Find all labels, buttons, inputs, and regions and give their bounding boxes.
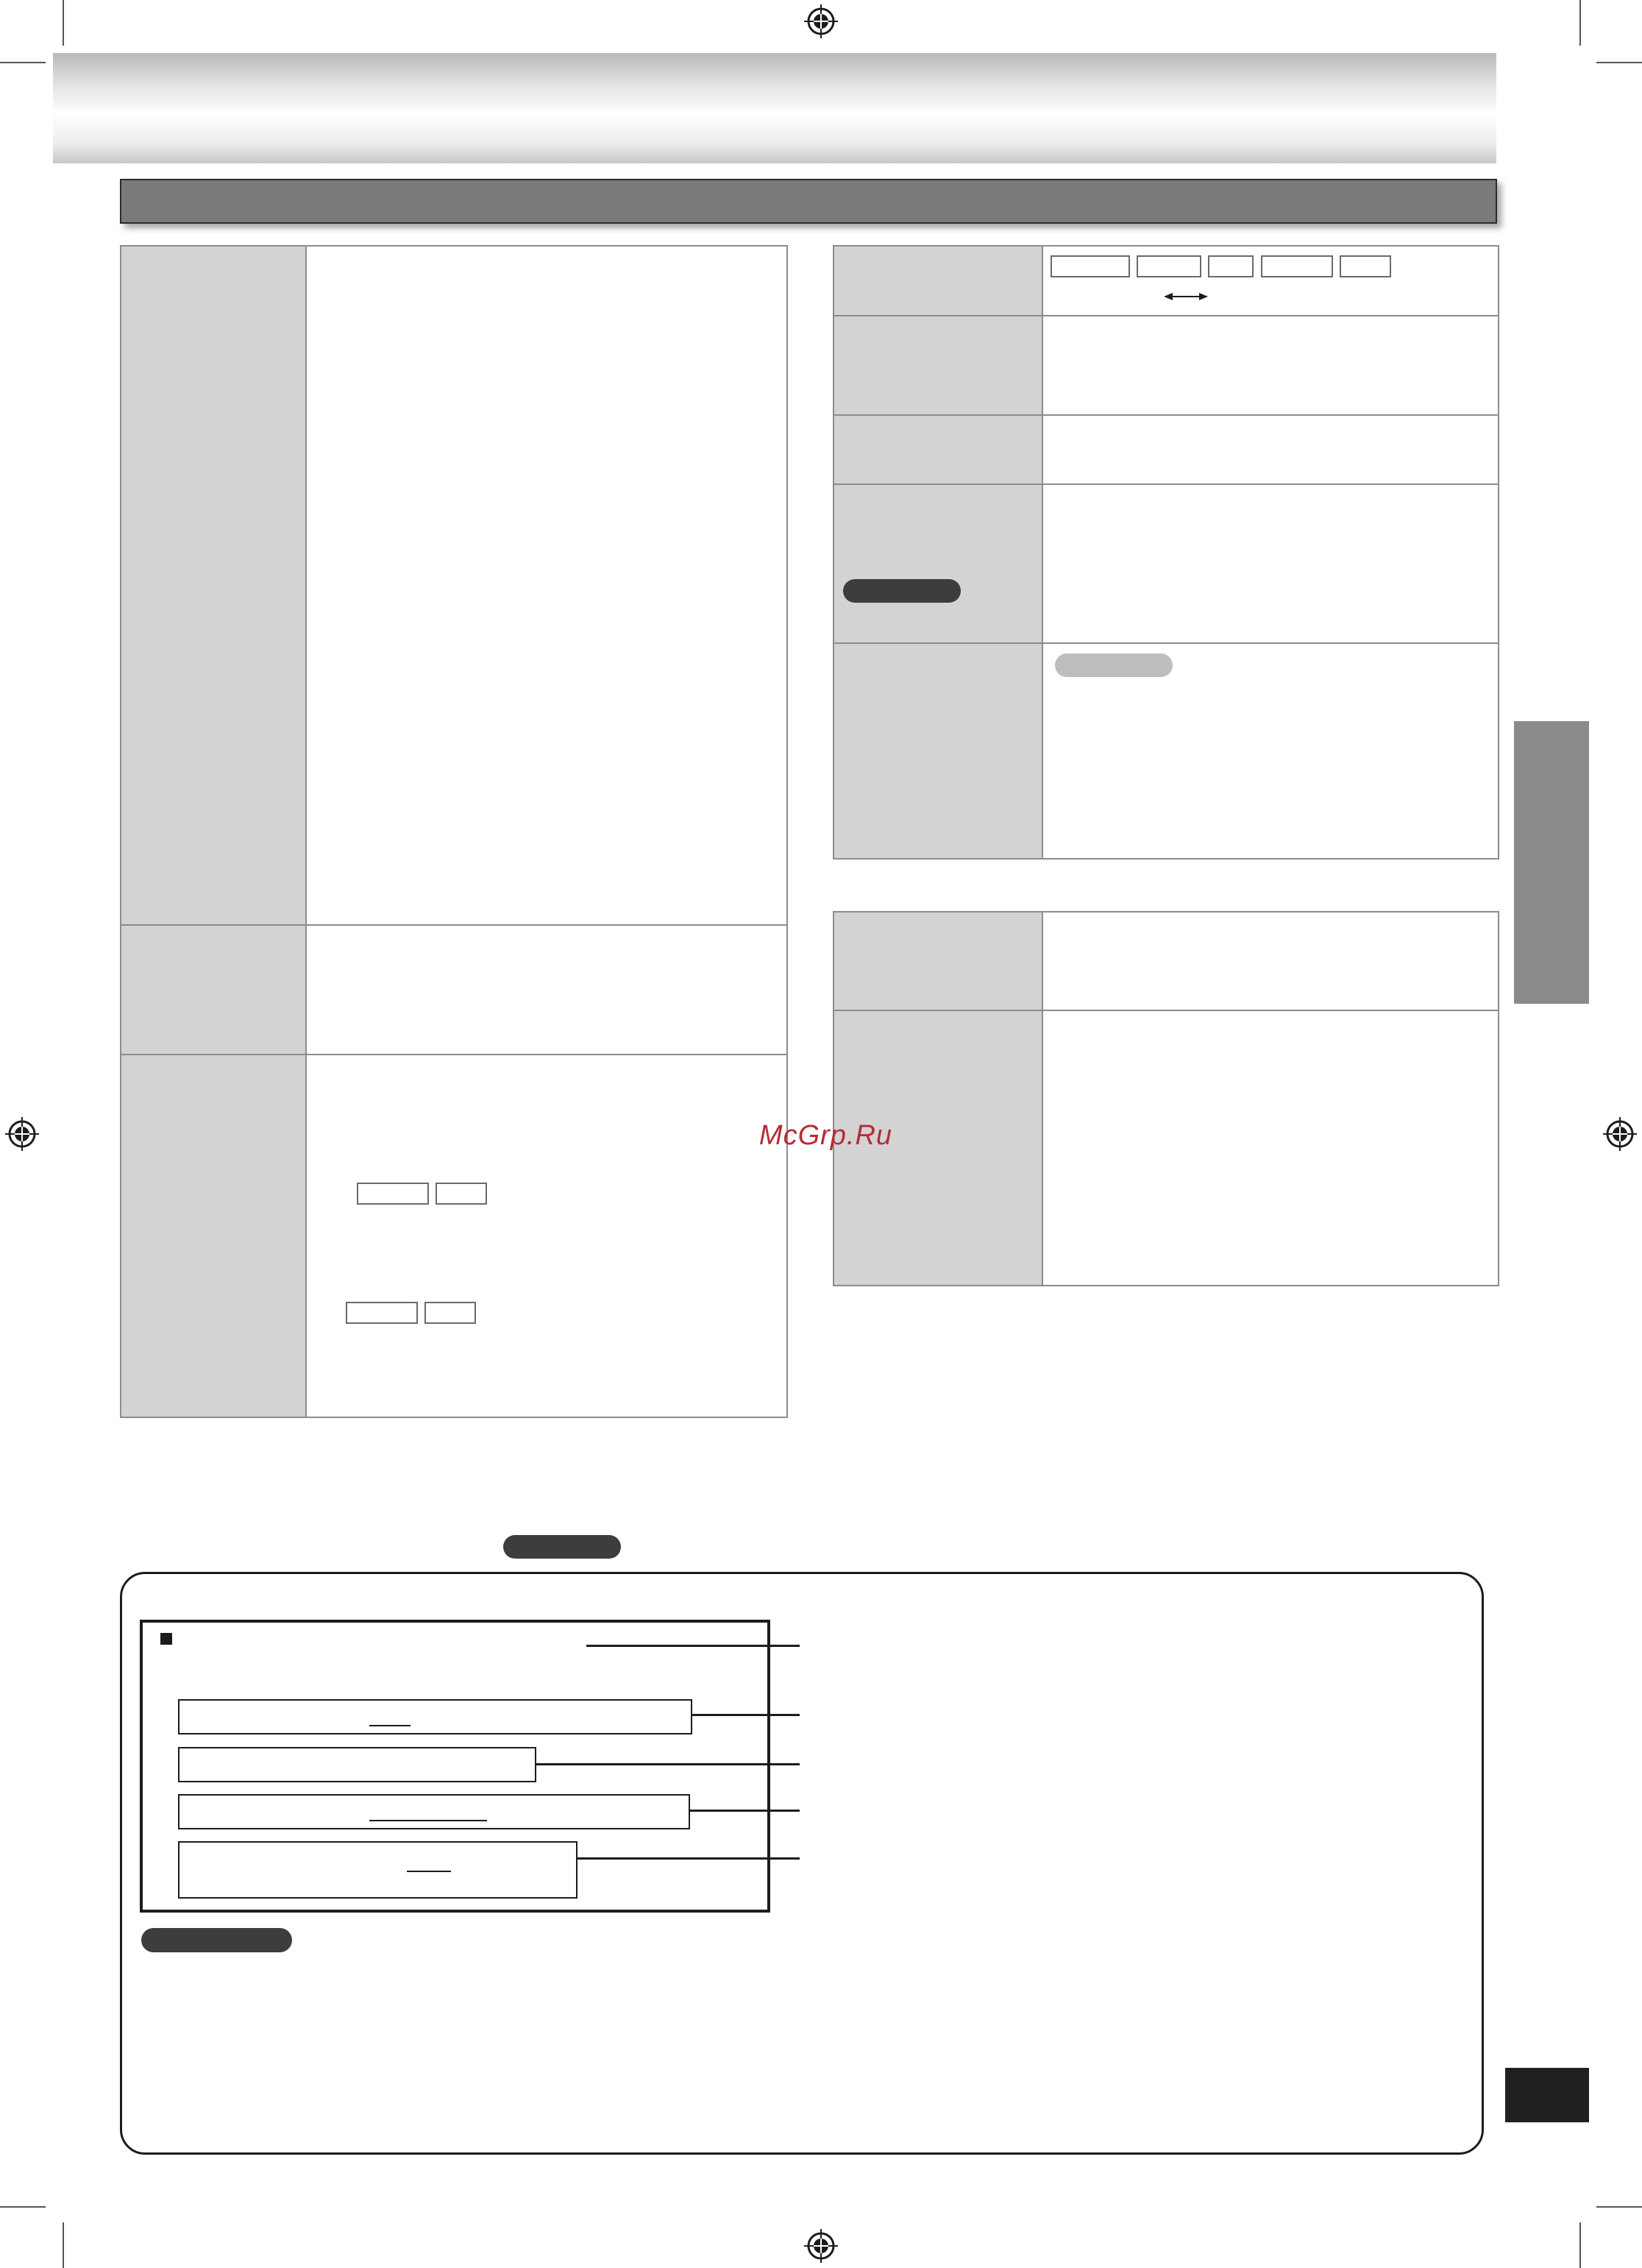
crop-mark: [1596, 2206, 1642, 2208]
value-underline: [407, 1871, 451, 1872]
light-label-pill: [1055, 653, 1173, 677]
black-square-icon: [160, 1633, 172, 1645]
row-divider: [121, 1054, 786, 1055]
display-field: [178, 1841, 577, 1899]
mode-box: [1261, 255, 1333, 277]
mode-box: [1340, 255, 1391, 277]
crop-mark: [0, 2206, 46, 2208]
mode-box: [1051, 255, 1130, 277]
column-divider: [1042, 247, 1043, 858]
left-right-arrow-icon: [1164, 291, 1208, 302]
page-number-tab: [1505, 2068, 1589, 2122]
value-underline: [369, 1725, 410, 1726]
display-field: [178, 1699, 692, 1734]
label-cell: [834, 912, 1042, 1285]
leader-line: [690, 1810, 800, 1812]
settings-table-left: [120, 245, 788, 1418]
dark-label-pill: [503, 1535, 621, 1559]
registration-mark-icon: [5, 1117, 39, 1151]
settings-table-right-bottom: [833, 911, 1499, 1286]
row-divider: [121, 924, 786, 926]
column-divider: [1042, 912, 1043, 1285]
crop-mark: [1579, 2222, 1581, 2268]
crop-mark: [1596, 62, 1642, 63]
dark-label-pill: [141, 1928, 292, 1952]
option-box: [357, 1183, 429, 1205]
label-cell: [121, 247, 305, 1417]
mode-box: [1137, 255, 1201, 277]
registration-mark-icon: [804, 2229, 838, 2263]
row-divider: [834, 414, 1498, 416]
leader-line: [586, 1645, 800, 1647]
watermark: McGrp.Ru: [758, 1120, 893, 1151]
section-side-tab: [1514, 721, 1589, 1004]
crop-mark: [63, 0, 64, 46]
registration-mark-icon: [804, 4, 838, 38]
section-title-bar: [120, 179, 1497, 224]
label-cell: [834, 247, 1042, 858]
row-divider: [834, 483, 1498, 485]
display-field: [178, 1747, 536, 1782]
registration-mark-icon: [1603, 1117, 1637, 1151]
mode-box: [1208, 255, 1254, 277]
column-divider: [305, 247, 307, 1417]
crop-mark: [1579, 0, 1581, 46]
crop-mark: [0, 62, 46, 63]
leader-line: [577, 1857, 800, 1860]
dark-label-pill: [843, 579, 961, 603]
value-underline: [369, 1820, 487, 1821]
header-band: [53, 53, 1496, 163]
display-field: [178, 1794, 690, 1829]
option-box: [436, 1183, 487, 1205]
leader-line: [536, 1763, 800, 1765]
settings-table-right-top: [833, 245, 1499, 860]
leader-line: [692, 1714, 800, 1716]
row-divider: [834, 642, 1498, 644]
row-divider: [834, 315, 1498, 316]
option-box: [346, 1302, 418, 1324]
crop-mark: [63, 2222, 64, 2268]
option-box: [424, 1302, 476, 1324]
row-divider: [834, 1010, 1498, 1011]
